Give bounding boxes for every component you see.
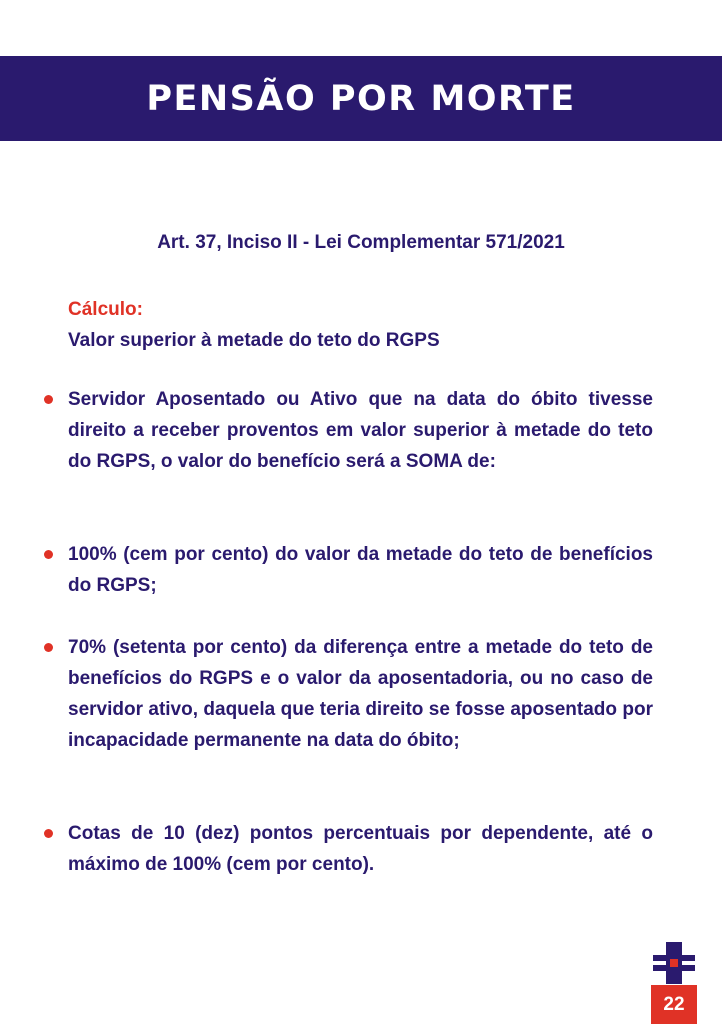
- bullet-dot-icon: [44, 829, 53, 838]
- page-number: 22: [651, 985, 697, 1024]
- list-item: [68, 384, 653, 477]
- calculation-text: Valor superior à metade do teto do RGPS: [68, 330, 440, 351]
- law-reference: Art. 37, Inciso II - Lei Complementar 571/2021: [157, 232, 565, 253]
- bullet-dot-icon: [44, 643, 53, 652]
- page-title: PENSÃO POR MORTE: [146, 78, 576, 119]
- title-banner: [0, 56, 722, 141]
- bullet-dot-icon: [44, 395, 53, 404]
- bullet-dot-icon: [44, 550, 53, 559]
- calculation-label: Cálculo:: [68, 299, 143, 320]
- list-item-text: Servidor Aposentado ou Ativo que na data do óbito tivesse direito a receber proventos em valor superior à metade do teto do RGPS, o valor do benefício será a SOMA de:: [68, 389, 653, 472]
- calculation-section: [68, 294, 658, 356]
- list-item: [68, 632, 653, 756]
- cross-logo-icon: [651, 940, 697, 986]
- list-item-text: 70% (setenta por cento) da diferença entre a metade do teto de benefícios do RGPS e o valor da aposentadoria, ou no caso de servidor ativo, daquela que teria direito se fosse aposentado por incapacidade permanente na data do óbito;: [68, 637, 653, 751]
- list-item: [68, 539, 653, 601]
- list-item-text: Cotas de 10 (dez) pontos percentuais por dependente, até o máximo de 100% (cem por cento).: [68, 823, 653, 875]
- list-item: [68, 818, 653, 880]
- list-item-text: 100% (cem por cento) do valor da metade do teto de benefícios do RGPS;: [68, 544, 653, 596]
